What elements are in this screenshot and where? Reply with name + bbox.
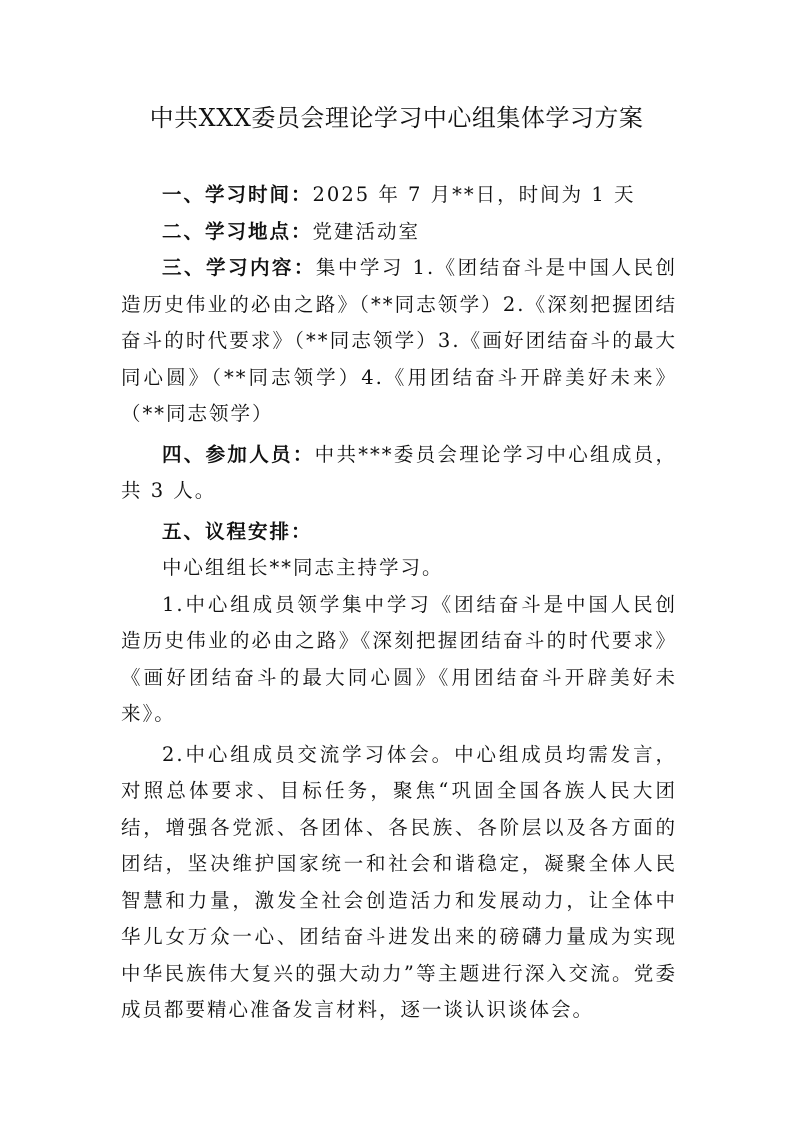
agenda-item-2: 2.中心组成员交流学习体会。中心组成员均需发言，对照总体要求、目标任务，聚焦“巩固全国各族人民大团结，增强各党派、各团体、各民族、各阶层以及各方面的团结，坚决维护国家统一和社会和谐稳定，凝聚全体人民智慧和力量，激发全社会创造活力和发展动力，让全体中华儿女万众一心、团结奋斗进发出来的磅礴力量成为实现中华民族伟大复兴的强大动力”等主题进行深入交流。党委成员都要精心准备发言材料，逐一谈认识谈体会。 [121, 742, 677, 1021]
section-content-text: 集中学习 1.《团结奋斗是中国人民创造历史伟业的必由之路》（**同志领学）2.《深刻把握团结奋斗的时代要求》（**同志领学）3.《画好团结奋斗的最大同心圆》（**同志领学）4.《用团结奋斗开辟美好未来》（**同志领学） [121, 256, 677, 425]
section-time-heading: 一、学习时间： [162, 183, 313, 206]
section-participants [121, 437, 677, 510]
section-content [121, 250, 677, 433]
section-content-heading: 三、学习内容： [162, 256, 316, 279]
agenda-item-1: 1.中心组成员领学集中学习《团结奋斗是中国人民创造历史伟业的必由之路》《深刻把握团结奋斗的时代要求》《画好团结奋斗的最大同心圆》《用团结奋斗开辟美好未来》。 [121, 592, 677, 725]
section-agenda [121, 514, 677, 551]
section-place [121, 214, 677, 251]
section-time-text: 2025 年 7 月**日，时间为 1 天 [312, 183, 636, 206]
section-place-heading: 二、学习地点： [162, 219, 313, 243]
section-participants-text: 中共***委员会理论学习中心组成员，共 3 人。 [121, 442, 677, 502]
document-body [121, 177, 677, 1033]
document-title: 中共XXX委员会理论学习中心组集体学习方案 [149, 104, 644, 132]
section-agenda-heading: 五、议程安排： [162, 519, 313, 543]
section-participants-heading: 四、参加人员： [162, 442, 315, 466]
section-time [121, 177, 677, 214]
agenda-host: 中心组组长**同志主持学习。 [162, 556, 444, 579]
section-place-text: 党建活动室 [312, 219, 421, 243]
